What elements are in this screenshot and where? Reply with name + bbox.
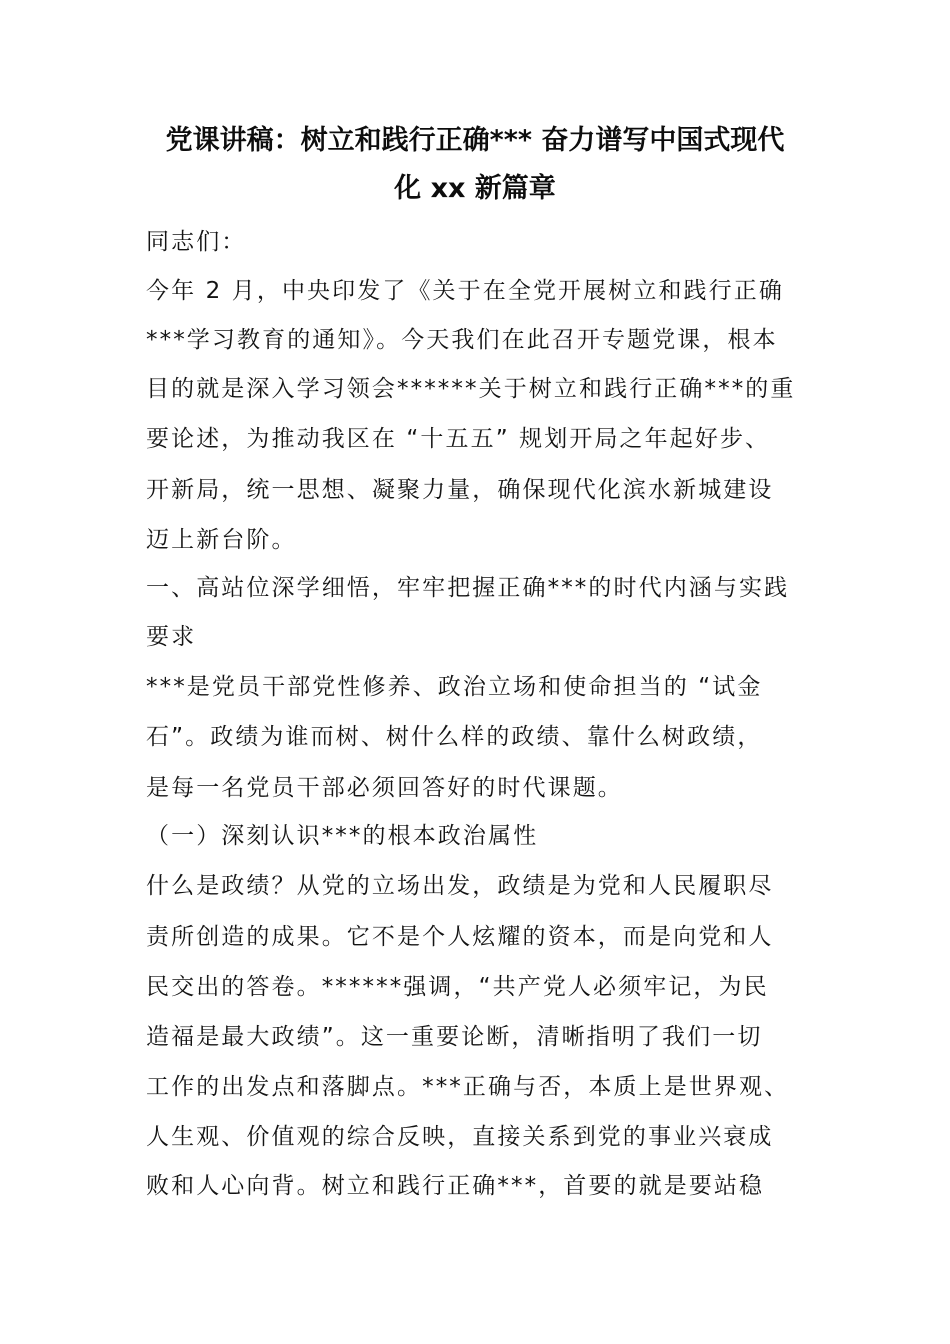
paragraph-line: ***是党员干部党性修养、政治立场和使命担当的 “试金 <box>146 674 763 700</box>
document-title-line-1: 党课讲稿：树立和践行正确*** 奋力谱写中国式现代 <box>165 125 785 156</box>
paragraph-line: 人生观、价值观的综合反映，直接关系到党的事业兴衰成 <box>146 1124 774 1150</box>
paragraph-line: 责所创造的成果。它不是个人炫耀的资本，而是向党和人 <box>146 924 774 950</box>
paragraph-line: 迈上新台阶。 <box>146 527 297 553</box>
paragraph-line: 民交出的答卷。******强调，“共产党人必须牢记，为民 <box>146 974 769 1000</box>
paragraph-line: 工作的出发点和落脚点。***正确与否，本质上是世界观、 <box>146 1074 790 1100</box>
document-title-line-2: 化 xx 新篇章 <box>394 173 556 204</box>
paragraph-line: ***学习教育的通知》。今天我们在此召开专题党课，根本 <box>146 327 778 353</box>
paragraph-line: 要论述，为推动我区在 “十五五” 规划开局之年起好步、 <box>146 426 771 452</box>
paragraph-line: 目的就是深入学习领会******关于树立和践行正确***的重 <box>146 376 796 402</box>
paragraph-line: 今年 2 月，中央印发了《关于在全党开展树立和践行正确 <box>146 278 784 304</box>
section-heading-line: 要求 <box>146 624 197 650</box>
subsection-heading: （一）深刻认识***的根本政治属性 <box>146 823 539 849</box>
paragraph-line: 开新局，统一思想、凝聚力量，确保现代化滨水新城建设 <box>146 477 774 503</box>
paragraph-line: 造福是最大政绩”。这一重要论断，清晰指明了我们一切 <box>146 1024 763 1050</box>
paragraph-line: 石”。政绩为谁而树、树什么样的政绩、靠什么树政绩， <box>146 724 763 750</box>
salutation: 同志们： <box>146 229 247 255</box>
paragraph-line: 什么是政绩？从党的立场出发，政绩是为党和人民履职尽 <box>146 873 774 899</box>
paragraph-line: 败和人心向背。树立和践行正确***，首要的就是要站稳 <box>146 1173 765 1199</box>
paragraph-line: 是每一名党员干部必须回答好的时代课题。 <box>146 775 623 801</box>
section-heading-line: 一、高站位深学细悟，牢牢把握正确***的时代内涵与实践 <box>146 575 790 601</box>
